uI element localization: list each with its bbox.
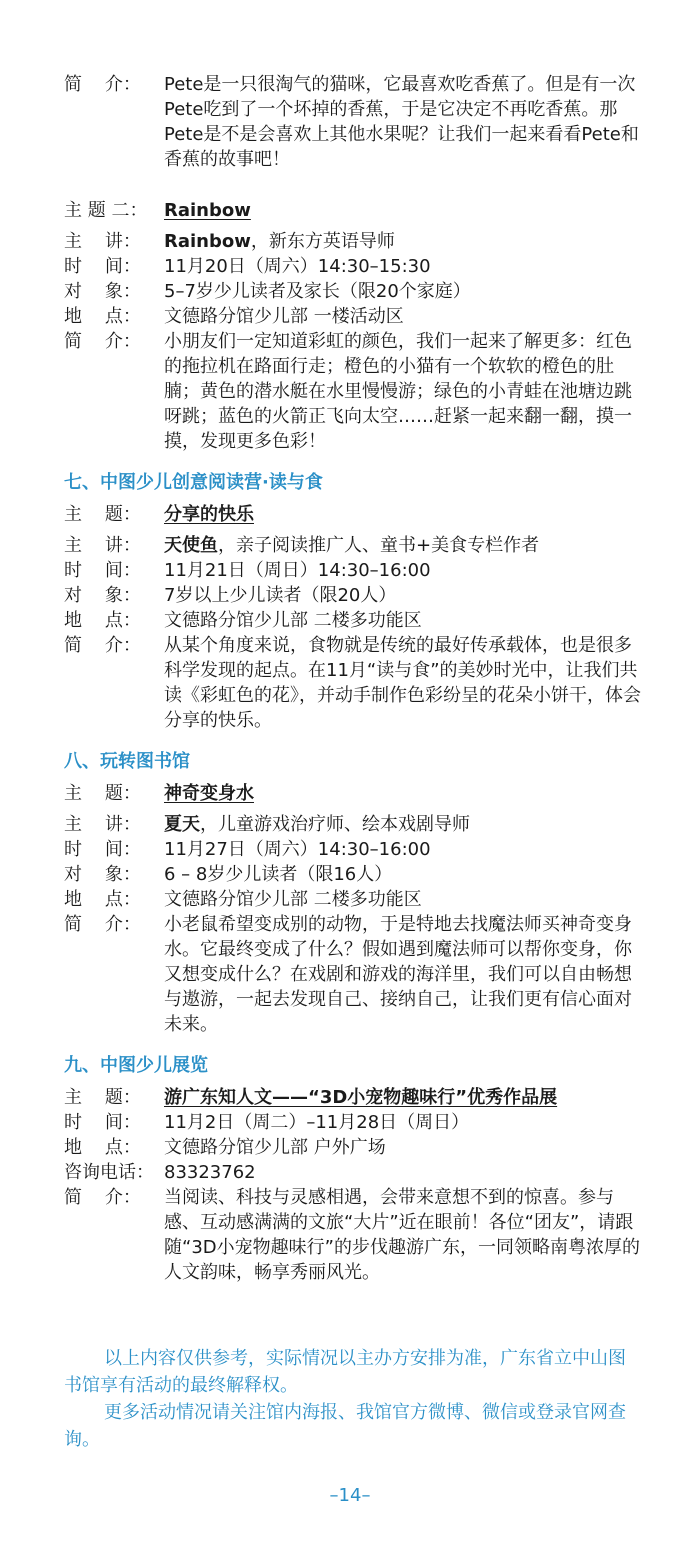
section-heading: 九、中图少儿展览 (64, 1055, 208, 1076)
time-value: 11月20日（周六）14:30–15:30 (164, 256, 431, 277)
field-label: 主 讲： (64, 535, 141, 556)
section9-place-row (64, 1135, 642, 1160)
section9-time-row (64, 1110, 642, 1135)
audience-value: 6 – 8岁少儿读者（限16人） (164, 864, 393, 885)
topic2-title: Rainbow (164, 200, 251, 221)
intro-text: Pete是一只很淘气的猫咪，它最喜欢吃香蕉了。但是有一次Pete吃到了一个坏掉的香蕉，于是它决定不再吃香蕉。那Pete是不是会喜欢上其他水果呢？让我们一起来看看Pete和香蕉的故事吧！ (164, 74, 639, 170)
field-label: 时 间： (64, 1112, 141, 1133)
field-label: 简 介： (64, 331, 141, 352)
section-heading: 七、中图少儿创意阅读营·读与食 (64, 472, 323, 493)
speaker-name: 夏天 (164, 814, 200, 835)
field-label: 简 介： (64, 914, 141, 935)
field-label: 主 题： (64, 1087, 141, 1108)
audience-value: 7岁以上少儿读者（限20人） (164, 585, 397, 606)
speaker-desc: ，新东方英语导师 (250, 231, 395, 252)
field-label: 主 讲： (64, 814, 141, 835)
field-label: 主 题： (64, 783, 141, 804)
intro-text: 小朋友们一定知道彩虹的颜色，我们一起来了解更多：红色的拖拉机在路面行走；橙色的小猫有一个软软的橙色的肚腩；黄色的潜水艇在水里慢慢游；绿色的小青蛙在池塘边跳呀跳；蓝色的火箭正飞向太空……赶紧一起来翻一翻，摸一摸，发现更多色彩！ (164, 331, 632, 452)
field-label: 地 点： (64, 610, 141, 631)
intro-text: 当阅读、科技与灵感相遇，会带来意想不到的惊喜。参与感、互动感满满的文旅“大片”近在眼前！各位“团友”，请跟随“3D小宠物趣味行”的步伐趣游广东，一同领略南粤浓厚的人文韵味，畅享秀丽风光。 (164, 1187, 640, 1283)
time-value: 11月21日（周日）14:30–16:00 (164, 560, 431, 581)
intro-row (64, 72, 642, 172)
speaker-name: Rainbow (164, 231, 251, 252)
note-more-info: 更多活动情况请关注馆内海报、我馆官方微博、微信或登录官网查询。 (64, 1402, 626, 1450)
field-label: 简 介： (64, 1187, 141, 1208)
section9-intro-row (64, 1185, 642, 1285)
topic2-intro-row (64, 329, 642, 454)
topic-title: 神奇变身水 (164, 783, 254, 804)
field-label: 主 题： (64, 504, 141, 525)
section7-time-row (64, 558, 642, 583)
time-value: 11月27日（周六）14:30–16:00 (164, 839, 431, 860)
topic-title: 分享的快乐 (164, 504, 254, 525)
section8-intro-row (64, 912, 642, 1037)
speaker-desc: ，儿童游戏治疗师、绘本戏剧导师 (200, 814, 470, 835)
place-value: 文德路分馆少儿部 一楼活动区 (164, 306, 404, 327)
section7-topic-row (64, 502, 642, 527)
field-label: 简 介： (64, 74, 141, 95)
field-label: 对 象： (64, 585, 141, 606)
field-label: 地 点： (64, 306, 141, 327)
field-label: 对 象： (64, 864, 141, 885)
place-value: 文德路分馆少儿部 户外广场 (164, 1137, 386, 1158)
topic-title: 游广东知人文——“3D小宠物趣味行”优秀作品展 (164, 1087, 558, 1108)
topic2-time-row (64, 254, 642, 279)
main-content (64, 72, 642, 1285)
intro-text: 小老鼠希望变成别的动物，于是特地去找魔法师买神奇变身水。它最终变成了什么？假如遇到魔法师可以帮你变身，你又想变成什么？在戏剧和游戏的海洋里，我们可以自由畅想与遨游，一起去发现自己、接纳自己，让我们更有信心面对未来。 (164, 914, 632, 1035)
page-number: –14– (329, 1485, 371, 1506)
field-label: 主 讲： (64, 231, 141, 252)
section8-time-row (64, 837, 642, 862)
notes (64, 1345, 642, 1453)
section-heading: 八、玩转图书馆 (64, 751, 190, 772)
place-value: 文德路分馆少儿部 二楼多功能区 (164, 610, 422, 631)
time-value: 11月2日（周二）–11月28日（周日） (164, 1112, 470, 1133)
section9-phone-row (64, 1160, 642, 1185)
field-label: 咨询电话： (64, 1162, 154, 1183)
field-label: 时 间： (64, 560, 141, 581)
field-label: 简 介： (64, 635, 141, 656)
topic2-place-row (64, 304, 642, 329)
field-label: 主 题 二： (64, 200, 148, 221)
place-value: 文德路分馆少儿部 二楼多功能区 (164, 889, 422, 910)
topic2-audience-row (64, 279, 642, 304)
field-label: 地 点： (64, 1137, 141, 1158)
intro-text: 从某个角度来说，食物就是传统的最好传承载体，也是很多科学发现的起点。在11月“读与食”的美妙时光中，让我们共读《彩虹色的花》，并动手制作色彩纷呈的花朵小饼干，体会分享的快乐。 (164, 635, 641, 731)
speaker-desc: ，亲子阅读推广人、童书+美食专栏作者 (218, 535, 540, 556)
section7-speaker-row (64, 533, 642, 558)
field-label: 时 间： (64, 839, 141, 860)
field-label: 对 象： (64, 281, 141, 302)
section7-intro-row (64, 633, 642, 733)
topic2-title-row (64, 198, 642, 223)
section8-audience-row (64, 862, 642, 887)
speaker-name: 天使鱼 (164, 535, 218, 556)
section7-audience-row (64, 583, 642, 608)
section7-place-row (64, 608, 642, 633)
field-label: 地 点： (64, 889, 141, 910)
section9-topic-row (64, 1085, 642, 1110)
topic2-speaker-row (64, 229, 642, 254)
field-label: 时 间： (64, 256, 141, 277)
note-disclaimer: 以上内容仅供参考，实际情况以主办方安排为准，广东省立中山图书馆享有活动的最终解释权。 (64, 1348, 626, 1396)
phone-value: 83323762 (164, 1162, 256, 1183)
section8-place-row (64, 887, 642, 912)
audience-value: 5–7岁少儿读者及家长（限20个家庭） (164, 281, 471, 302)
section8-topic-row (64, 781, 642, 806)
section8-speaker-row (64, 812, 642, 837)
